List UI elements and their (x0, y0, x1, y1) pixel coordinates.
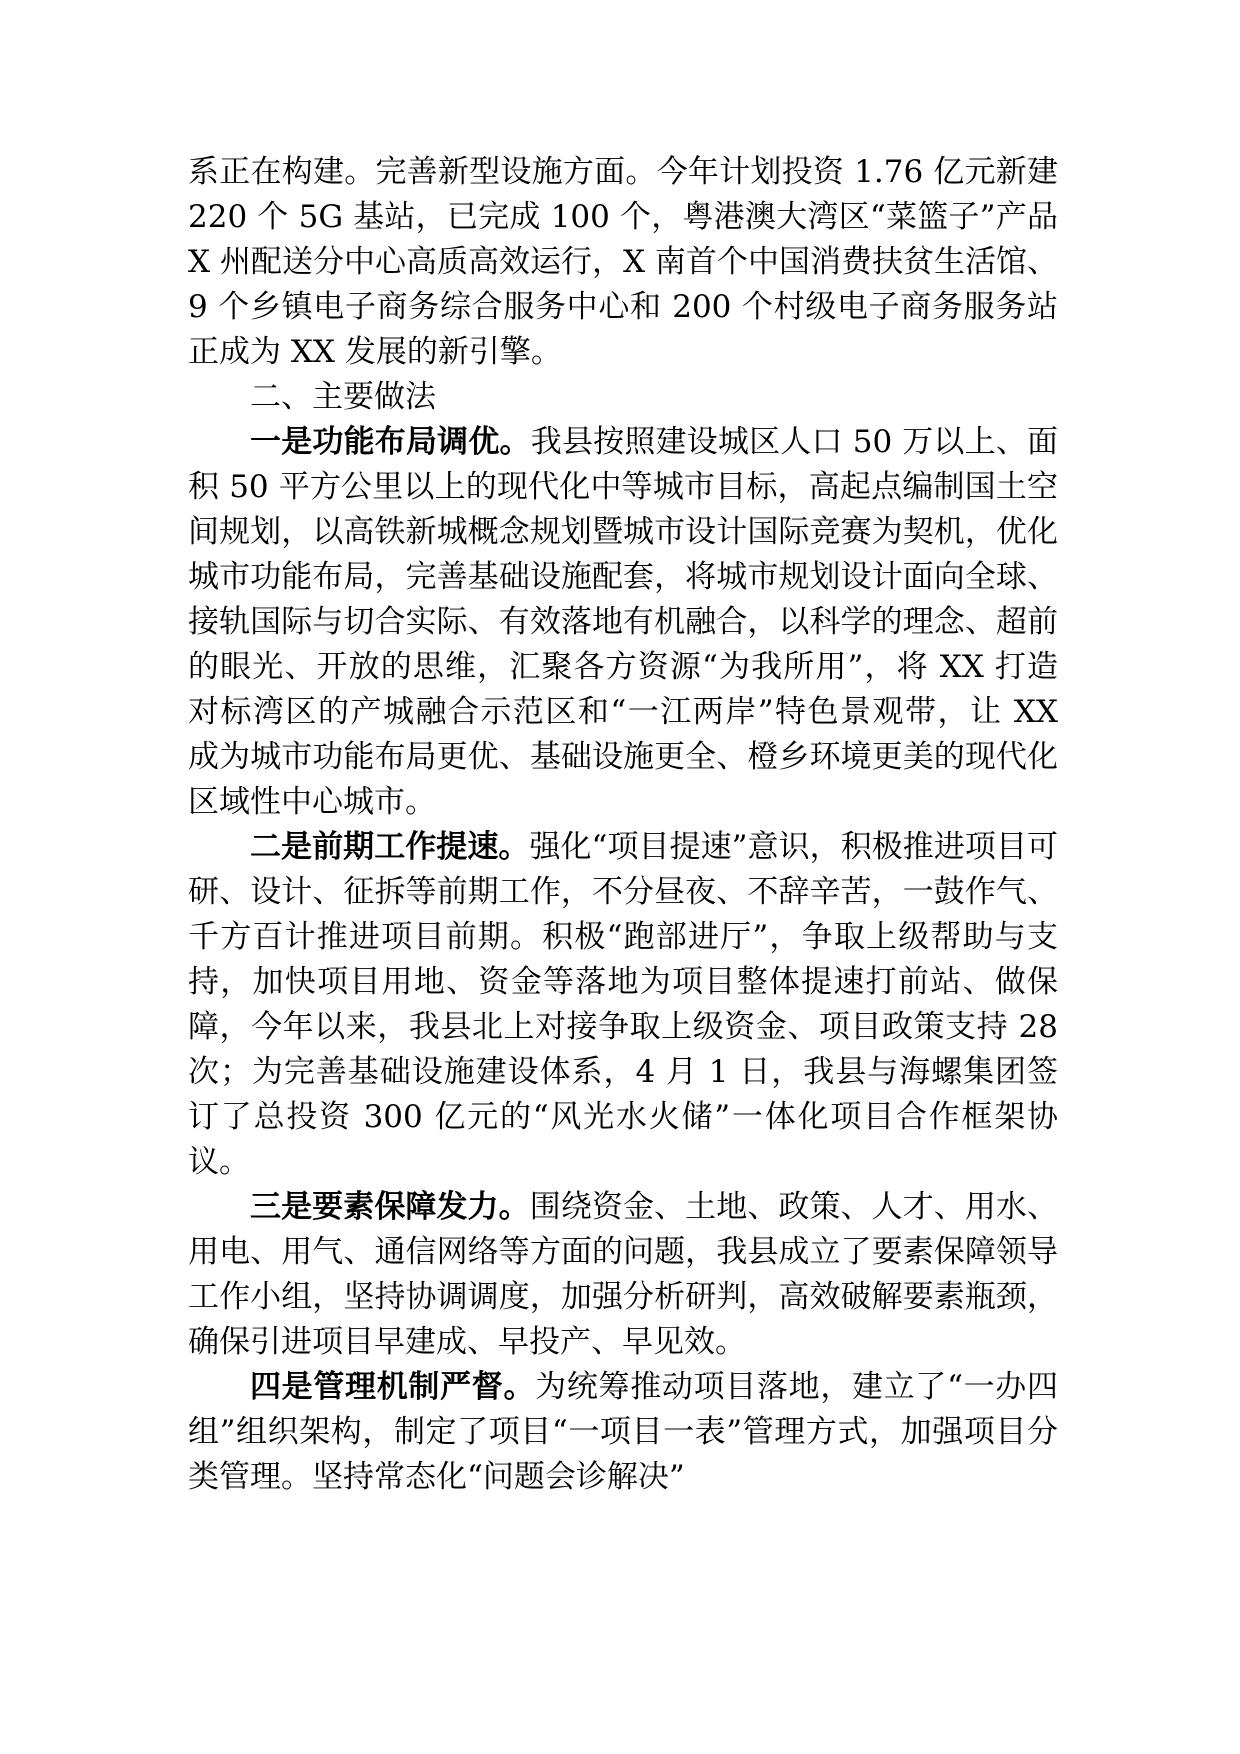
paragraph-3-text: 围绕资金、土地、政策、人才、用水、用电、用气、通信网络等方面的问题，我县成立了要素保障领导工作小组，坚持协调调度，加强分析研判，高效破解要素瓶颈，确保引进项目早建成、早投产、早见效。 (188, 1189, 1059, 1360)
paragraph-2 (188, 825, 1058, 1185)
paragraph-2-text: 强化“项目提速”意识，积极推进项目可研、设计、征拆等前期工作，不分昼夜、不辞辛苦，一鼓作气、千方百计推进项目前期。积极“跑部进厅”，争取上级帮助与支持，加快项目用地、资金等落地为项目整体提速打前站、做保障，今年以来，我县北上对接争取上级资金、项目政策支持 28 次；为完善基础设施建设体系，4 月 1 日，我县与海螺集团签订了总投资 300 亿元的“风光水火储”一体化项目合作框架协议。 (188, 829, 1058, 1180)
paragraph-4-lead: 四是管理机制严督。 (250, 1369, 536, 1405)
paragraph-1 (188, 420, 1058, 825)
document-page (188, 150, 1058, 1500)
paragraph-1-lead: 一是功能布局调优。 (250, 424, 531, 460)
paragraph-1-text: 我县按照建设城区人口 50 万以上、面积 50 平方公里以上的现代化中等城市目标，高起点编制国土空间规划，以高铁新城概念规划暨城市设计国际竞赛为契机，优化城市功能布局，完善基础设施配套，将城市规划设计面向全球、接轨国际与切合实际、有效落地有机融合，以科学的理念、超前的眼光、开放的思维，汇聚各方资源“为我所用”，将 XX 打造对标湾区的产城融合示范区和“一江两岸”特色景观带，让 XX 成为城市功能布局更优、基础设施更全、橙乡环境更美的现代化区域性中心城市。 (188, 424, 1059, 820)
intro-paragraph: 系正在构建。完善新型设施方面。今年计划投资 1.76 亿元新建 220 个 5G 基站，已完成 100 个，粤港澳大湾区“菜篮子”产品 X 州配送分中心高质高效运行，X 南首个中国消费扶贫生活馆、9 个乡镇电子商务综合服务中心和 200 个村级电子商务服务站正成为 XX 发展的新引擎。 (188, 154, 1058, 370)
paragraph-3 (188, 1185, 1058, 1365)
paragraph-4-text: 为统筹推动项目落地，建立了“一办四组”组织架构，制定了项目“一项目一表”管理方式，加强项目分类管理。坚持常态化“问题会诊解决” (188, 1369, 1058, 1495)
paragraph-3-lead: 三是要素保障发力。 (250, 1189, 530, 1225)
paragraph-4 (188, 1365, 1058, 1500)
section-heading: 二、主要做法 (250, 379, 436, 415)
paragraph-2-lead: 二是前期工作提速。 (250, 829, 530, 865)
